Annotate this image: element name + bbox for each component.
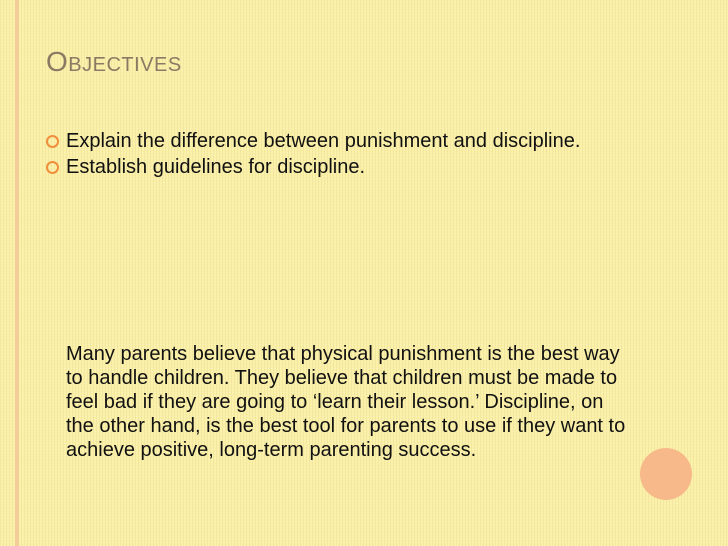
bullet-item-2: [46, 154, 606, 180]
bullet-text: Explain the difference between punishment and discipline.: [66, 130, 581, 152]
hollow-circle-bullet-icon: [46, 135, 59, 148]
body-paragraph: Many parents believe that physical punishment is the best way to handle children. They believe that children must be made to feel bad if they are going to ‘learn their lesson.’ Discipline, on the other hand, is the best tool for parents to use if they want to achieve positive, long-term parenting success.: [66, 343, 626, 461]
left-decorative-rule: [15, 0, 19, 546]
bullet-text: Establish guidelines for discipline.: [66, 156, 366, 178]
bullet-list: [46, 128, 606, 180]
decorative-circle: [640, 448, 692, 500]
slide-title: Objectives: [46, 46, 182, 77]
bullet-item-1: [46, 128, 606, 154]
hollow-circle-bullet-icon: [46, 161, 59, 174]
